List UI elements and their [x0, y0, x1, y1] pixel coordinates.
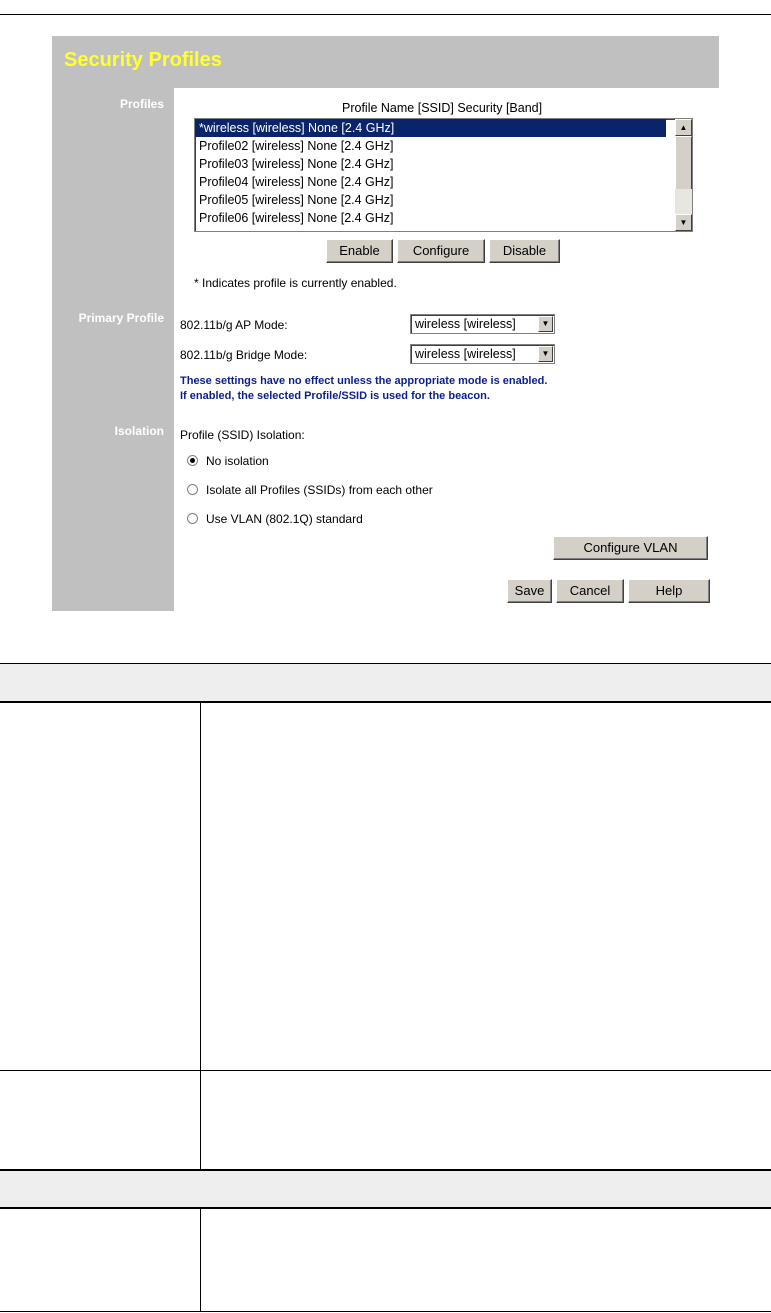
ap-mode-value: wireless [wireless] — [415, 317, 516, 331]
panel-header — [52, 36, 719, 88]
beacon-notice-line1: These settings have no effect unless the appropriate mode is enabled. — [180, 375, 548, 387]
radio-label-isolate-all: Isolate all Profiles (SSIDs) from each other — [206, 483, 433, 497]
profile-list-item[interactable]: *wireless [wireless] None [2.4 GHz] — [195, 119, 666, 137]
save-button[interactable]: Save — [507, 579, 552, 603]
table-column-divider — [200, 1209, 201, 1312]
profile-list-scrollbar[interactable] — [675, 119, 692, 231]
table-rule — [0, 701, 771, 703]
radio-no-isolation[interactable] — [187, 455, 198, 466]
scroll-up-icon[interactable]: ▲ — [675, 119, 692, 136]
chevron-down-icon[interactable]: ▼ — [538, 316, 553, 332]
radio-label-no-isolation: No isolation — [206, 454, 269, 468]
table-rule — [0, 1070, 771, 1071]
bridge-mode-select[interactable] — [410, 344, 555, 364]
chevron-down-icon[interactable]: ▼ — [538, 346, 553, 362]
enable-button[interactable]: Enable — [326, 239, 393, 263]
page-top-rule — [0, 14, 771, 15]
section-label-isolation: Isolation — [114, 424, 164, 438]
profile-listbox[interactable] — [194, 118, 693, 232]
profile-list-item[interactable]: Profile04 [wireless] None [2.4 GHz] — [199, 175, 394, 189]
radio-isolate-all[interactable] — [187, 484, 198, 495]
table-section-header — [0, 1171, 771, 1207]
scroll-track[interactable] — [675, 189, 692, 214]
ap-mode-select[interactable] — [410, 314, 555, 334]
configure-vlan-button[interactable]: Configure VLAN — [553, 536, 708, 560]
beacon-notice-line2: If enabled, the selected Profile/SSID is used for the beacon. — [180, 390, 490, 402]
isolation-label: Profile (SSID) Isolation: — [180, 428, 305, 442]
scroll-thumb[interactable] — [675, 136, 692, 190]
radio-use-vlan[interactable] — [187, 513, 198, 524]
profile-list-item[interactable]: Profile03 [wireless] None [2.4 GHz] — [199, 157, 394, 171]
security-profiles-panel — [52, 36, 719, 611]
disable-button[interactable]: Disable — [489, 239, 560, 263]
cancel-button[interactable]: Cancel — [556, 579, 624, 603]
scroll-down-icon[interactable]: ▼ — [675, 214, 692, 231]
profile-list-header: Profile Name [SSID] Security [Band] — [342, 101, 543, 115]
help-button[interactable]: Help — [628, 579, 710, 603]
table-rule — [0, 1207, 771, 1209]
radio-label-use-vlan: Use VLAN (802.1Q) standard — [206, 512, 363, 526]
profile-list-item[interactable]: Profile05 [wireless] None [2.4 GHz] — [199, 193, 394, 207]
panel-title: Security Profiles — [64, 49, 222, 71]
radio-selected-dot — [190, 458, 195, 463]
table-rule — [0, 1311, 771, 1312]
bridge-mode-value: wireless [wireless] — [415, 347, 516, 361]
bridge-mode-label: 802.11b/g Bridge Mode: — [180, 348, 308, 362]
section-label-profiles: Profiles — [119, 97, 164, 111]
section-label-primary-profile: Primary Profile — [78, 311, 164, 325]
enabled-note: * Indicates profile is currently enabled. — [194, 276, 397, 290]
profile-list-item[interactable]: Profile06 [wireless] None [2.4 GHz] — [199, 211, 394, 225]
table-column-divider — [200, 1071, 201, 1169]
table-section-header — [0, 664, 771, 701]
table-column-divider — [200, 703, 201, 1070]
profile-list-item[interactable]: Profile02 [wireless] None [2.4 GHz] — [199, 139, 394, 153]
configure-button[interactable]: Configure — [397, 239, 485, 263]
ap-mode-label: 802.11b/g AP Mode: — [180, 318, 288, 332]
